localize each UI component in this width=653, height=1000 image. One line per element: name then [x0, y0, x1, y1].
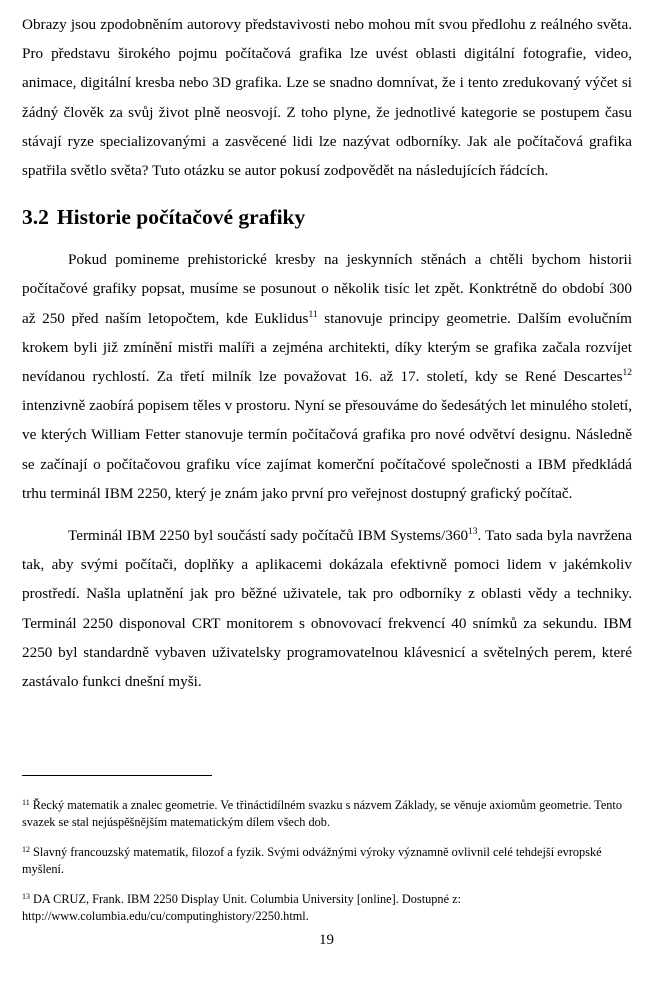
footnote-number: 11 [22, 798, 30, 807]
footnote-ref-12[interactable]: 12 [622, 368, 632, 379]
history-text-c: intenzivně zaobírá popisem těles v prostoru. Nyní se přesouváme do šedesátých let minulého století, ve kterých William Fetter stanovuje termín počítačová grafika pro nové odvětví designu. Následně se začínají o počítačovou grafiku více zajímat komerční počítačové společnosti a IBM předkládá trhu terminál IBM 2250, který je znám jako první pro veřejnost dostupný grafický počítač. [22, 397, 632, 502]
footnote-number: 12 [22, 845, 30, 854]
section-number: 3.2 [22, 205, 49, 230]
footnote-12 [22, 844, 632, 878]
page-number: 19 [319, 932, 334, 948]
section-heading [22, 203, 632, 231]
footnote-ref-11[interactable]: 11 [308, 309, 318, 320]
ibm-text-b: . Tato sada byla navržena tak, aby svými počítači, doplňky a aplikacemi dokázala efektivně pomoci lidem v jakémkoliv prostředí. Našla uplatnění jak pro běžné uživatele, tak pro odborníky z oblasti vědy a techniky. Terminál 2250 disponoval CRT monitorem s obnovovací frekvencí 40 snímků za sekundu. IBM 2250 byl standardně vybaven uživatelsky programovatelnou klávesnicí a světelných perem, které zastávalo funkci dnešní myši. [22, 527, 632, 691]
footnote-11 [22, 797, 632, 831]
history-text-b: stanovuje principy geometrie. Dalším evolučním krokem byli již zmínění mistři malíři a zejména architekti, díky kterým se grafika začala rozvíjet nevídanou rychlostí. Za třetí milník lze považovat 16. až 17. století, kdy se René Descartes [22, 309, 632, 386]
history-text-a: Pokud pomineme prehistorické kresby na jeskynních stěnách a chtěli bychom historii počítačové grafiky popsat, musíme se posunout o několik tisíc let zpět. Konktrétně do období 300 až 250 před naším letopočtem, kde Euklidus [22, 251, 632, 327]
footnote-text: DA CRUZ, Frank. IBM 2250 Display Unit. Columbia University [online]. Dostupné z: http://www.columbia.edu/cu/computinghistory/2250.html. [22, 892, 461, 923]
ibm-text-a: Terminál IBM 2250 byl součástí sady počítačů IBM Systems/360 [68, 527, 469, 545]
footnote-ref-13[interactable]: 13 [468, 527, 478, 538]
footnote-text: Slavný francouzský matematik, filozof a fyzik. Svými odvážnými výroky významně ovlivnil celé tehdejší evropské myšlení. [22, 845, 602, 876]
footnotes [22, 797, 632, 938]
footnote-number: 13 [22, 892, 30, 901]
intro-paragraph: Obrazy jsou zpodobněním autorovy představivosti nebo mohou mít svou předlohu z reálného světa. Pro představu širokého pojmu počítačová grafika lze uvést oblasti digitální fotografie, video, animace, digitální kresba nebo 3D grafika. Lze se snadno domnívat, že i tento zredukovaný výčet si žádný člověk za svůj život plně neosvojí. Z toho plyne, že jednotlivé kategorie se postupem času stávají ryze specializovanými a zasvěcené lidi lze nazývat odborníky. Jak ale počítačová grafika spatřila světlo světa? Tuto otázku se autor pokusí zodpovědět na následujících řádcích. [22, 16, 632, 180]
history-paragraph [22, 245, 632, 508]
footnote-separator [22, 775, 212, 776]
page-body [22, 10, 632, 696]
footnote-text: Řecký matematik a znalec geometrie. Ve třináctidílném svazku s názvem Základy, se věnuje axiomům geometrie. Tento svazek se stal nejúspěšnějším matematickým dílem všech dob. [22, 798, 622, 829]
footnote-13 [22, 891, 632, 925]
section-title: Historie počítačové grafiky [56, 205, 306, 230]
ibm-paragraph [22, 521, 632, 696]
